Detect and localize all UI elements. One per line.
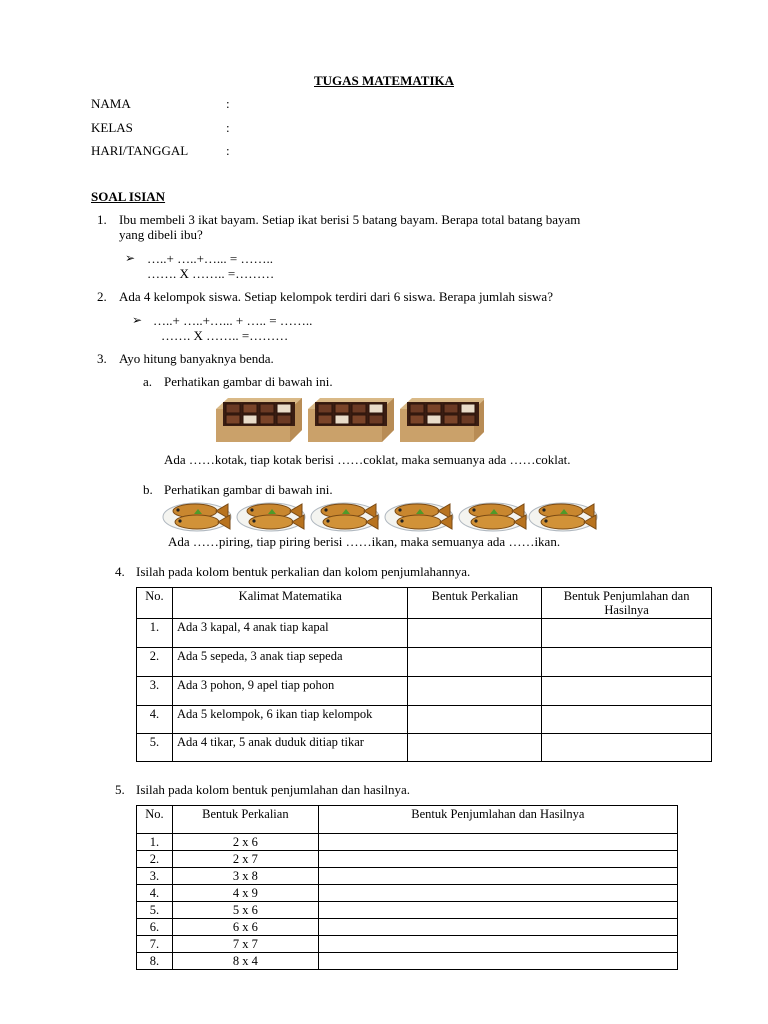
row-no: 4.: [137, 706, 173, 734]
row-no: 8.: [137, 953, 173, 970]
row-penjumlahan-cell[interactable]: [318, 885, 677, 902]
row-no: 2.: [137, 851, 173, 868]
q4-text: Isilah pada kolom bentuk perkalian dan kolom penjumlahannya.: [136, 564, 471, 579]
q3b-answer: Ada ……piring, tiap piring berisi ……ikan, maka semuanya ada ……ikan.: [168, 534, 561, 549]
q3a-answer: Ada ……kotak, tiap kotak berisi ……coklat, maka semuanya ada ……coklat.: [164, 452, 571, 467]
page-title: TUGAS MATEMATIKA: [314, 73, 454, 88]
row-perkalian-cell[interactable]: [408, 677, 542, 706]
table-row: [137, 834, 678, 851]
table-header-row: [137, 588, 712, 619]
q1-sum-line: …..+ …..+…... = ……..: [147, 251, 273, 266]
row-no: 6.: [137, 919, 173, 936]
q3b-text: Perhatikan gambar di bawah ini.: [164, 482, 333, 497]
row-penjumlahan-cell[interactable]: [542, 619, 712, 648]
header-perkalian: Bentuk Perkalian: [408, 588, 542, 619]
table-row: [137, 734, 712, 762]
row-perkalian: 8 x 4: [172, 953, 318, 970]
header-penjumlahan: Bentuk Penjumlahan dan Hasilnya: [542, 588, 712, 619]
table-row: [137, 677, 712, 706]
table-row: [137, 706, 712, 734]
row-perkalian: 7 x 7: [172, 936, 318, 953]
row-no: 5.: [137, 902, 173, 919]
q2-sum-line: …..+ …..+…... + ….. = ……..: [153, 313, 313, 328]
q3a-label: a.: [143, 374, 153, 389]
row-perkalian: 2 x 7: [172, 851, 318, 868]
row-kalimat: Ada 3 pohon, 9 apel tiap pohon: [172, 677, 408, 706]
header-penjumlahan: Bentuk Penjumlahan dan Hasilnya: [318, 806, 677, 834]
table-row: [137, 619, 712, 648]
table-row: [137, 885, 678, 902]
q1-text-line1: Ibu membeli 3 ikat bayam. Setiap ikat berisi 5 batang bayam. Berapa total batang bayam: [119, 212, 581, 227]
date-label: HARI/TANGGAL: [91, 143, 189, 158]
row-kalimat: Ada 5 sepeda, 3 anak tiap sepeda: [172, 648, 408, 677]
fish-plates-image: [162, 497, 598, 533]
q2-number: 2.: [97, 289, 107, 304]
row-no: 3.: [137, 868, 173, 885]
table-row: [137, 902, 678, 919]
q5-text: Isilah pada kolom bentuk penjumlahan dan hasilnya.: [136, 782, 411, 797]
header-perkalian: Bentuk Perkalian: [172, 806, 318, 834]
header-kalimat: Kalimat Matematika: [172, 588, 408, 619]
row-no: 7.: [137, 936, 173, 953]
name-colon: :: [226, 96, 230, 111]
class-label: KELAS: [91, 120, 133, 135]
row-no: 2.: [137, 648, 173, 677]
q2-text: Ada 4 kelompok siswa. Setiap kelompok terdiri dari 6 siswa. Berapa jumlah siswa?: [119, 289, 553, 304]
row-no: 5.: [137, 734, 173, 762]
row-perkalian-cell[interactable]: [408, 706, 542, 734]
row-penjumlahan-cell[interactable]: [318, 851, 677, 868]
table-row: [137, 648, 712, 677]
row-penjumlahan-cell[interactable]: [318, 919, 677, 936]
q3b-label: b.: [143, 482, 153, 497]
row-perkalian: 5 x 6: [172, 902, 318, 919]
table-row: [137, 868, 678, 885]
row-no: 1.: [137, 619, 173, 648]
class-colon: :: [226, 120, 230, 135]
table-row: [137, 953, 678, 970]
row-no: 3.: [137, 677, 173, 706]
row-penjumlahan-cell[interactable]: [318, 953, 677, 970]
row-penjumlahan-cell[interactable]: [318, 902, 677, 919]
q3-text: Ayo hitung banyaknya benda.: [119, 351, 274, 366]
row-perkalian-cell[interactable]: [408, 734, 542, 762]
row-kalimat: Ada 3 kapal, 4 anak tiap kapal: [172, 619, 408, 648]
q5-table: [136, 805, 678, 970]
row-perkalian: 3 x 8: [172, 868, 318, 885]
q4-table: [136, 587, 712, 762]
table-header-row: [137, 806, 678, 834]
q2-product-line: ……. X …….. =………: [161, 328, 289, 343]
header-no: No.: [137, 806, 173, 834]
name-label: NAMA: [91, 96, 131, 111]
row-perkalian-cell[interactable]: [408, 619, 542, 648]
q3a-text: Perhatikan gambar di bawah ini.: [164, 374, 333, 389]
q1-number: 1.: [97, 212, 107, 227]
row-kalimat: Ada 4 tikar, 5 anak duduk ditiap tikar: [172, 734, 408, 762]
q1-product-line: ……. X …….. =………: [147, 266, 275, 281]
row-penjumlahan-cell[interactable]: [542, 648, 712, 677]
row-penjumlahan-cell[interactable]: [318, 936, 677, 953]
q5-number: 5.: [115, 782, 125, 797]
row-penjumlahan-cell[interactable]: [318, 834, 677, 851]
date-colon: :: [226, 143, 230, 158]
table-row: [137, 936, 678, 953]
table-row: [137, 851, 678, 868]
q1-bullet-icon: ➢: [125, 251, 136, 265]
row-no: 4.: [137, 885, 173, 902]
row-no: 1.: [137, 834, 173, 851]
q1-text-line2: yang dibeli ibu?: [119, 227, 203, 242]
q4-number: 4.: [115, 564, 125, 579]
row-kalimat: Ada 5 kelompok, 6 ikan tiap kelompok: [172, 706, 408, 734]
row-penjumlahan-cell[interactable]: [542, 734, 712, 762]
table-row: [137, 919, 678, 936]
row-perkalian: 6 x 6: [172, 919, 318, 936]
row-penjumlahan-cell[interactable]: [542, 677, 712, 706]
q2-bullet-icon: ➢: [132, 313, 143, 327]
row-perkalian-cell[interactable]: [408, 648, 542, 677]
chocolate-boxes-image: [214, 397, 484, 443]
row-penjumlahan-cell[interactable]: [318, 868, 677, 885]
header-no: No.: [137, 588, 173, 619]
row-perkalian: 4 x 9: [172, 885, 318, 902]
row-penjumlahan-cell[interactable]: [542, 706, 712, 734]
q3-number: 3.: [97, 351, 107, 366]
row-perkalian: 2 x 6: [172, 834, 318, 851]
section-title: SOAL ISIAN: [91, 189, 166, 204]
